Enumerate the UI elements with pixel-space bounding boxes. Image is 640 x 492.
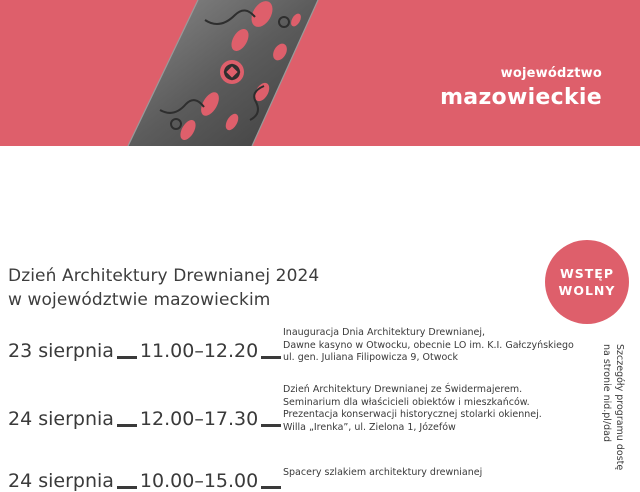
region-label-large: mazowieckie — [440, 85, 602, 110]
separator-dash — [117, 486, 137, 489]
event-date: 23 sierpnia — [8, 340, 114, 362]
event-1-datetime — [8, 340, 284, 362]
separator-dash — [117, 424, 137, 427]
event-1-description — [283, 327, 574, 365]
event-2-datetime — [8, 408, 284, 430]
separator-dash — [261, 424, 281, 427]
side-note-line-2: na stronie nid.pl/dad — [601, 344, 612, 443]
event-date: 24 sierpnia — [8, 470, 114, 492]
event-time: 10.00–15.00 — [139, 470, 259, 492]
separator-dash — [117, 356, 137, 359]
separator-dash — [261, 356, 281, 359]
side-note-line-1: Szczegóły programu dostę — [614, 344, 625, 471]
title-line-2: w województwie mazowieckim — [8, 290, 271, 310]
desc-line: Dawne kasyno w Otwocku, obecnie LO im. K.I. Gałczyńskiego — [283, 339, 574, 351]
region-label-small: województwo — [500, 66, 602, 81]
title-line-1: Dzień Architektury Drewnianej 2024 — [8, 266, 320, 286]
desc-line: ul. gen. Juliana Filipowicza 9, Otwock — [283, 352, 459, 363]
event-3-description — [283, 467, 482, 480]
event-date: 24 sierpnia — [8, 408, 114, 430]
desc-line: Willa „Irenka”, ul. Zielona 1, Józefów — [283, 421, 456, 433]
event-3-datetime — [8, 470, 284, 492]
desc-line: Dzień Architektury Drewnianej ze Świdermajerem. — [283, 384, 523, 395]
event-title — [8, 264, 319, 312]
separator-dash — [261, 486, 281, 489]
event-time: 12.00–17.30 — [139, 408, 259, 430]
desc-line: Seminarium dla właścicieli obiektów i mieszkańców. — [283, 396, 530, 408]
event-time: 11.00–12.20 — [139, 340, 259, 362]
desc-line: Spacery szlakiem architektury drewnianej — [283, 467, 483, 478]
badge-line-2: WOLNY — [558, 283, 616, 298]
program-details-note — [600, 344, 626, 470]
desc-line: Inauguracja Dnia Architektury Drewnianej, — [283, 327, 486, 338]
header-banner — [0, 0, 640, 146]
free-entry-badge — [545, 240, 629, 324]
badge-line-1: WSTĘP — [559, 266, 615, 281]
event-2-description — [283, 384, 542, 434]
desc-line: Prezentacja konserwacji historycznej stolarki okiennej. — [283, 409, 542, 420]
